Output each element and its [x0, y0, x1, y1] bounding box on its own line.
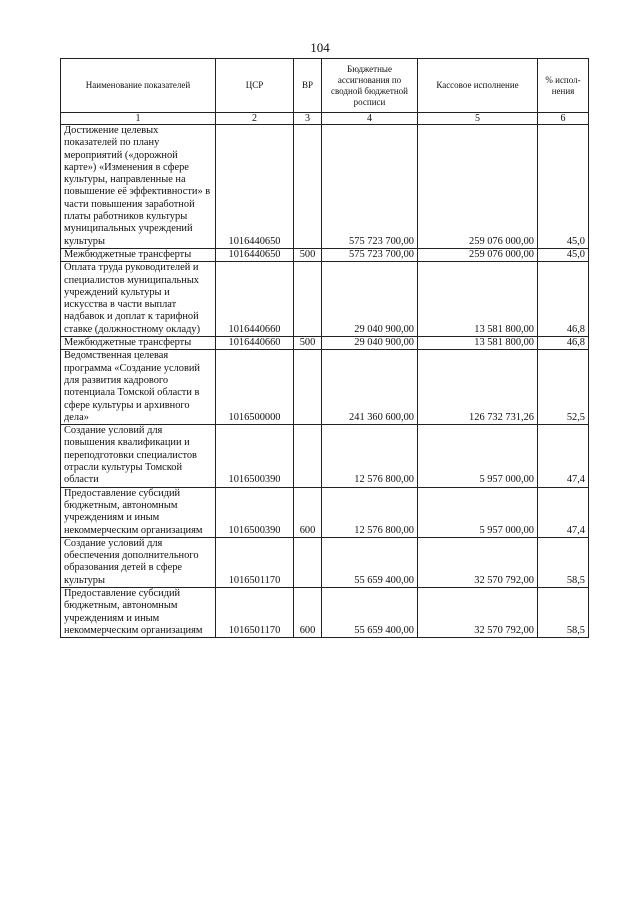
cash-amount: 32 570 792,00	[418, 587, 538, 637]
header-percent: % испол-нения	[538, 59, 589, 113]
vr-code: 600	[294, 587, 322, 637]
indicator-name: Межбюджетные трансферты	[61, 337, 216, 350]
execution-percent: 46,8	[538, 337, 589, 350]
vr-code	[294, 262, 322, 337]
execution-percent: 45,0	[538, 248, 589, 261]
execution-percent: 45,0	[538, 125, 589, 249]
cash-amount: 5 957 000,00	[418, 487, 538, 537]
execution-percent: 47,4	[538, 487, 589, 537]
column-number: 4	[322, 113, 418, 125]
execution-percent: 47,4	[538, 425, 589, 487]
table-row	[61, 262, 589, 337]
cash-amount: 13 581 800,00	[418, 337, 538, 350]
csr-code: 1016440650	[216, 125, 294, 249]
column-number: 2	[216, 113, 294, 125]
vr-code	[294, 350, 322, 425]
indicator-name: Создание условий для повышения квалификации и переподготовки специалистов отрасли культуры Томской области	[61, 425, 216, 487]
budget-amount: 12 576 800,00	[322, 425, 418, 487]
budget-amount: 29 040 900,00	[322, 337, 418, 350]
execution-percent: 46,8	[538, 262, 589, 337]
budget-amount: 241 360 600,00	[322, 350, 418, 425]
header-budget: Бюджетные ассигнования по сводной бюджетной росписи	[322, 59, 418, 113]
csr-code: 1016500390	[216, 425, 294, 487]
vr-code	[294, 537, 322, 587]
vr-code	[294, 125, 322, 249]
table-row	[61, 587, 589, 637]
cash-amount: 126 732 731,26	[418, 350, 538, 425]
budget-amount: 55 659 400,00	[322, 587, 418, 637]
cash-amount: 13 581 800,00	[418, 262, 538, 337]
budget-amount: 55 659 400,00	[322, 537, 418, 587]
budget-amount: 29 040 900,00	[322, 262, 418, 337]
header-name: Наименование показателей	[61, 59, 216, 113]
indicator-name: Предоставление субсидий бюджетным, автономным учреждениям и иным некоммерческим организациям	[61, 487, 216, 537]
execution-percent: 58,5	[538, 587, 589, 637]
csr-code: 1016440660	[216, 337, 294, 350]
budget-amount: 575 723 700,00	[322, 125, 418, 249]
csr-code: 1016500390	[216, 487, 294, 537]
column-number: 5	[418, 113, 538, 125]
page-number: 104	[310, 40, 330, 55]
indicator-name: Ведомственная целевая программа «Создание условий для развития кадрового потенциала Томской области в сфере культуры и архивного дела»	[61, 350, 216, 425]
table-row	[61, 537, 589, 587]
csr-code: 1016500000	[216, 350, 294, 425]
budget-amount: 575 723 700,00	[322, 248, 418, 261]
vr-code	[294, 425, 322, 487]
vr-code: 500	[294, 248, 322, 261]
table-row	[61, 425, 589, 487]
execution-percent: 58,5	[538, 537, 589, 587]
header-vr: ВР	[294, 59, 322, 113]
execution-percent: 52,5	[538, 350, 589, 425]
indicator-name: Достижение целевых показателей по плану мероприятий («дорожной карте») «Изменения в сфере культуры, направленные на повышение её эффективности» в части повышения заработной платы работников культуры муниципальных учреждений культуры	[61, 125, 216, 249]
vr-code: 600	[294, 487, 322, 537]
csr-code: 1016501170	[216, 587, 294, 637]
cash-amount: 5 957 000,00	[418, 425, 538, 487]
cash-amount: 259 076 000,00	[418, 125, 538, 249]
column-number: 3	[294, 113, 322, 125]
indicator-name: Оплата труда руководителей и специалистов муниципальных учреждений культуры и искусства в части выплат надбавок и доплат к тарифной ставке (должностному окладу)	[61, 262, 216, 337]
header-csr: ЦСР	[216, 59, 294, 113]
table-row	[61, 487, 589, 537]
table-row	[61, 248, 589, 261]
column-number: 1	[61, 113, 216, 125]
indicator-name: Создание условий для обеспечения дополнительного образования детей в сфере культуры	[61, 537, 216, 587]
cash-amount: 259 076 000,00	[418, 248, 538, 261]
table-row	[61, 125, 589, 249]
table-row	[61, 350, 589, 425]
vr-code: 500	[294, 337, 322, 350]
cash-amount: 32 570 792,00	[418, 537, 538, 587]
column-number-row	[61, 113, 589, 125]
column-number: 6	[538, 113, 589, 125]
budget-execution-table	[60, 58, 589, 638]
csr-code: 1016501170	[216, 537, 294, 587]
indicator-name: Межбюджетные трансферты	[61, 248, 216, 261]
indicator-name: Предоставление субсидий бюджетным, автономным учреждениям и иным некоммерческим организациям	[61, 587, 216, 637]
csr-code: 1016440650	[216, 248, 294, 261]
header-cash: Кассовое исполнение	[418, 59, 538, 113]
table-header-row	[61, 59, 589, 113]
table-row	[61, 337, 589, 350]
csr-code: 1016440660	[216, 262, 294, 337]
budget-amount: 12 576 800,00	[322, 487, 418, 537]
